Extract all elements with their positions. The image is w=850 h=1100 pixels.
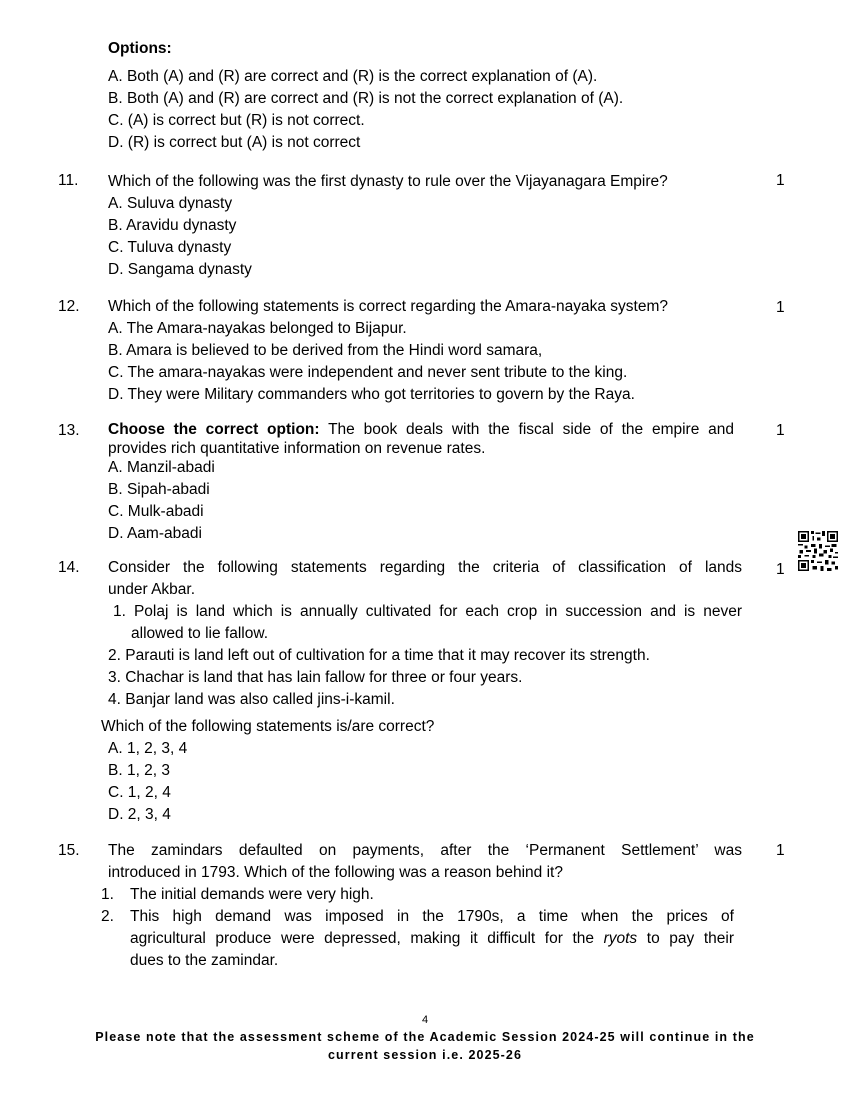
q12-option-a: A. The Amara-nayakas belonged to Bijapur. (108, 320, 407, 337)
q14-option-b: B. 1, 2, 3 (108, 762, 171, 779)
prev-option-b: B. Both (A) and (R) are correct and (R) is not the correct explanation of (A). (108, 90, 624, 107)
q12-option-b: B. Amara is believed to be derived from the Hindi word samara, (108, 342, 543, 359)
q14-statement-1: 1. Polaj is land which is annually cultivated for each crop in succession and is never (113, 603, 742, 620)
q13-option-a: A. Manzil-abadi (108, 459, 215, 476)
q14-statement-1-cont: allowed to lie fallow. (131, 625, 268, 642)
q14-text-line2: under Akbar. (108, 581, 196, 598)
footer-note-line2: current session i.e. 2025-26 (327, 1048, 523, 1062)
q14-text-line1: Consider the following statements regarding the criteria of classification of lands (108, 559, 742, 576)
q11-marks: 1 (776, 172, 785, 189)
q14-statement-2: 2. Parauti is land left out of cultivation for a time that it may recover its strength. (108, 647, 650, 664)
q13-marks: 1 (776, 422, 785, 439)
q14-statement-4: 4. Banjar land was also called jins-i-kamil. (108, 691, 395, 708)
q15-reason-2-number: 2. (101, 908, 114, 925)
q15-reason-2-line2-pre: agricultural produce were depressed, making it difficult for the (130, 930, 595, 947)
options-heading: Options: (108, 40, 172, 57)
q14-prompt: Which of the following statements is/are correct? (101, 718, 435, 735)
q13-lead: Choose the correct option: (108, 421, 320, 438)
q11-option-b: B. Aravidu dynasty (108, 217, 237, 234)
q12-marks: 1 (776, 299, 785, 316)
q12-option-d: D. They were Military commanders who got territories to govern by the Raya. (108, 386, 635, 403)
q15-reason-1: The initial demands were very high. (130, 886, 374, 903)
q15-reason-2-line1: This high demand was imposed in the 1790s, a time when the prices of (130, 908, 734, 925)
q15-ryots-term: ryots (603, 930, 638, 947)
q13-text-line1 (108, 419, 734, 441)
q11-number: 11. (58, 172, 79, 189)
qr-code-icon (798, 531, 838, 571)
q11-text: Which of the following was the first dynasty to rule over the Vijayanagara Empire? (108, 173, 668, 190)
q15-reason-2-line3: dues to the zamindar. (130, 952, 279, 969)
q13-text-line2: provides rich quantitative information on revenue rates. (108, 440, 486, 457)
q14-option-c: C. 1, 2, 4 (108, 784, 171, 801)
q11-option-c: C. Tuluva dynasty (108, 239, 232, 256)
q11-option-a: A. Suluva dynasty (108, 195, 233, 212)
page-number: 4 (421, 1014, 429, 1026)
q15-reason-2-line2-post: to pay their (646, 930, 734, 947)
q13-option-c: C. Mulk-abadi (108, 503, 204, 520)
q12-option-c: C. The amara-nayakas were independent and never sent tribute to the king. (108, 364, 628, 381)
q15-text-line2: introduced in 1793. Which of the following was a reason behind it? (108, 864, 563, 881)
q15-text-line1: The zamindars defaulted on payments, after the ‘Permanent Settlement’ was (108, 842, 742, 859)
q15-reason-1-number: 1. (101, 886, 114, 903)
q14-option-d: D. 2, 3, 4 (108, 806, 171, 823)
prev-option-a: A. Both (A) and (R) are correct and (R) is the correct explanation of (A). (108, 68, 598, 85)
prev-option-d: D. (R) is correct but (A) is not correct (108, 134, 361, 151)
footer-note-line1: Please note that the assessment scheme of the Academic Session 2024-25 will continue in the (95, 1030, 755, 1044)
q14-option-a: A. 1, 2, 3, 4 (108, 740, 188, 757)
q15-marks: 1 (776, 842, 785, 859)
prev-option-c: C. (A) is correct but (R) is not correct. (108, 112, 365, 129)
q12-text: Which of the following statements is correct regarding the Amara-nayaka system? (108, 298, 668, 315)
q11-option-d: D. Sangama dynasty (108, 261, 252, 278)
q14-marks: 1 (776, 561, 785, 578)
q14-statement-3: 3. Chachar is land that has lain fallow for three or four years. (108, 669, 523, 686)
q15-number: 15. (58, 842, 80, 859)
q15-reason-2-line2 (130, 928, 734, 950)
q13-option-b: B. Sipah-abadi (108, 481, 210, 498)
q13-text-part1: The book deals with the fiscal side of the empire and (328, 421, 734, 438)
q14-number: 14. (58, 559, 80, 576)
q13-option-d: D. Aam-abadi (108, 525, 202, 542)
q12-number: 12. (58, 298, 80, 315)
q13-number: 13. (58, 422, 80, 439)
